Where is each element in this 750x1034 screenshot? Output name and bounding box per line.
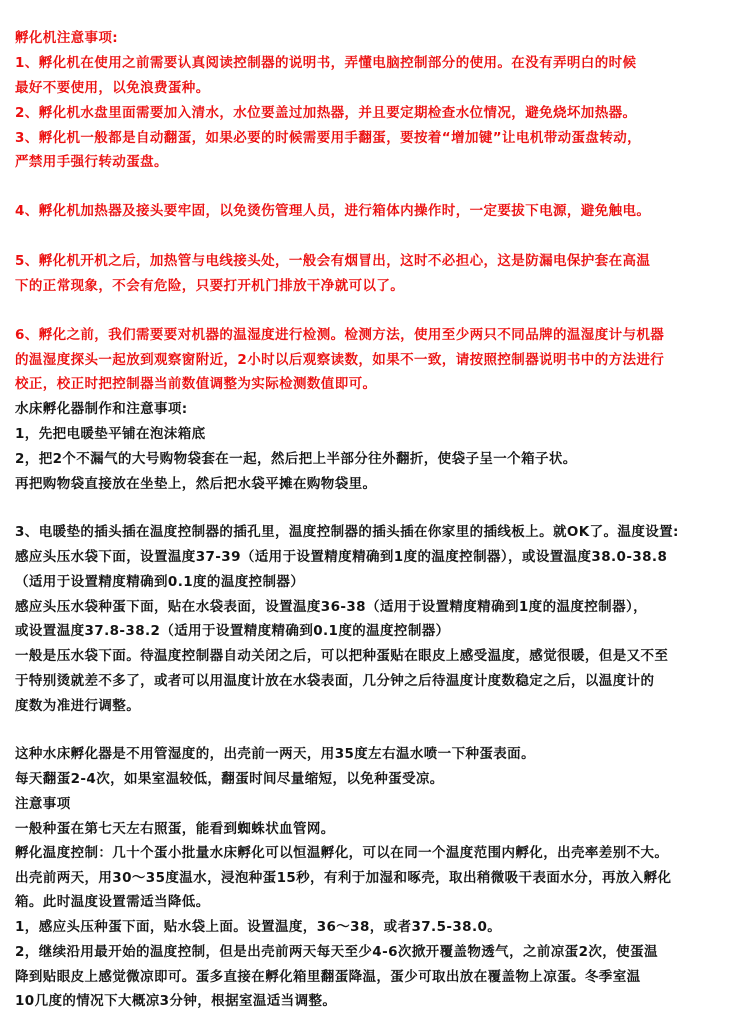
section1-line: 1、孵化机在使用之前需要认真阅读控制器的说明书，弄懂电脑控制部分的使用。在没有弄明白的时候	[15, 55, 637, 71]
section3-title: 注意事项	[15, 796, 71, 812]
section2-line: 于特别烫就差不多了，或者可以用温度计放在水袋表面，几分钟之后待温度计度数稳定之后，以温度计的	[15, 673, 655, 689]
section3-line: 2，继续沿用最开始的温度控制，但是出壳前两天每天至少4-6次掀开覆盖物透气，之前凉蛋2次，使蛋温	[15, 944, 658, 960]
section2-line: 感应头压水袋种蛋下面，贴在水袋表面，设置温度36-38（适用于设置精度精确到1度的温度控制器），	[15, 599, 648, 615]
section3-line: 一般种蛋在第七天左右照蛋，能看到蜘蛛状血管网。	[15, 821, 335, 837]
section2-line: （适用于设置精度精确到0.1度的温度控制器）	[15, 574, 305, 590]
section2-line: 一般是压水袋下面。待温度控制器自动关闭之后，可以把种蛋贴在眼皮上感受温度，感觉很暖，但是又不至	[15, 648, 669, 664]
section3-line: 出壳前两天，用30～35度温水，浸泡种蛋15秒，有利于加湿和啄壳，取出稍微吸干表面水分，再放入孵化	[15, 870, 672, 886]
section1-title: 孵化机注意事项:	[15, 30, 119, 46]
section2-line: 感应头压水袋下面，设置温度37-39（适用于设置精度精确到1度的温度控制器），或设置温度38.0-38.8	[15, 549, 668, 565]
section2-line: 3、电暖垫的插头插在温度控制器的插孔里，温度控制器的插头插在你家里的插线板上。就OK了。温度设置:	[15, 524, 679, 540]
section1-line: 下的正常现象，不会有危险，只要打开机门排放干净就可以了。	[15, 278, 405, 294]
section3-line: 降到贴眼皮上感觉微凉即可。蛋多直接在孵化箱里翻蛋降温，蛋少可取出放在覆盖物上凉蛋。冬季室温	[15, 969, 641, 985]
section2-line: 这种水床孵化器是不用管湿度的，出壳前一两天，用35度左右温水喷一下种蛋表面。	[15, 746, 535, 762]
section1-line: 3、孵化机一般都是自动翻蛋，如果必要的时候需要用手翻蛋，要按着“增加键”让电机带动蛋盘转动，	[15, 130, 642, 146]
section1-line: 校正，校正时把控制器当前数值调整为实际检测数值即可。	[15, 376, 377, 392]
section2-title: 水床孵化器制作和注意事项:	[15, 401, 188, 417]
section3-line: 孵化温度控制：几十个蛋小批量水床孵化可以恒温孵化，可以在同一个温度范围内孵化，出壳率差别不大。	[15, 845, 669, 861]
section2-line: 再把购物袋直接放在坐垫上，然后把水袋平摊在购物袋里。	[15, 476, 377, 492]
section2-line: 2，把2个不漏气的大号购物袋套在一起，然后把上半部分往外翻折，使袋子呈一个箱子状。	[15, 451, 577, 467]
section2-line: 度数为准进行调整。	[15, 698, 141, 714]
section1-line: 4、孵化机加热器及接头要牢固，以免烫伤管理人员，进行箱体内操作时，一定要拔下电源，避免触电。	[15, 203, 651, 219]
section1-line: 6、孵化之前，我们需要要对机器的温湿度进行检测。检测方法，使用至少两只不同品牌的温湿度计与机器	[15, 327, 665, 343]
section3-line: 1，感应头压种蛋下面，贴水袋上面。设置温度，36～38，或者37.5-38.0。	[15, 919, 502, 935]
section2-line: 1，先把电暖垫平铺在泡沫箱底	[15, 426, 206, 442]
section2-line: 每天翻蛋2-4次，如果室温较低，翻蛋时间尽量缩短，以免种蛋受凉。	[15, 771, 444, 787]
section1-line: 最好不要使用，以免浪费蛋种。	[15, 80, 210, 96]
section1-line: 5、孵化机开机之后，加热管与电线接头处，一般会有烟冒出，这时不必担心，这是防漏电保护套在高温	[15, 253, 651, 269]
section2-line: 或设置温度37.8-38.2（适用于设置精度精确到0.1度的温度控制器）	[15, 623, 450, 639]
section1-line: 的温湿度探头一起放到观察窗附近，2小时以后观察读数，如果不一致，请按照控制器说明书中的方法进行	[15, 352, 665, 368]
section3-line: 10几度的情况下大概凉3分钟，根据室温适当调整。	[15, 993, 337, 1009]
section3-line: 箱。此时温度设置需适当降低。	[15, 894, 210, 910]
section1-line: 严禁用手强行转动蛋盘。	[15, 154, 168, 170]
section1-line: 2、孵化机水盘里面需要加入清水，水位要盖过加热器，并且要定期检查水位情况，避免烧坏加热器。	[15, 105, 637, 121]
